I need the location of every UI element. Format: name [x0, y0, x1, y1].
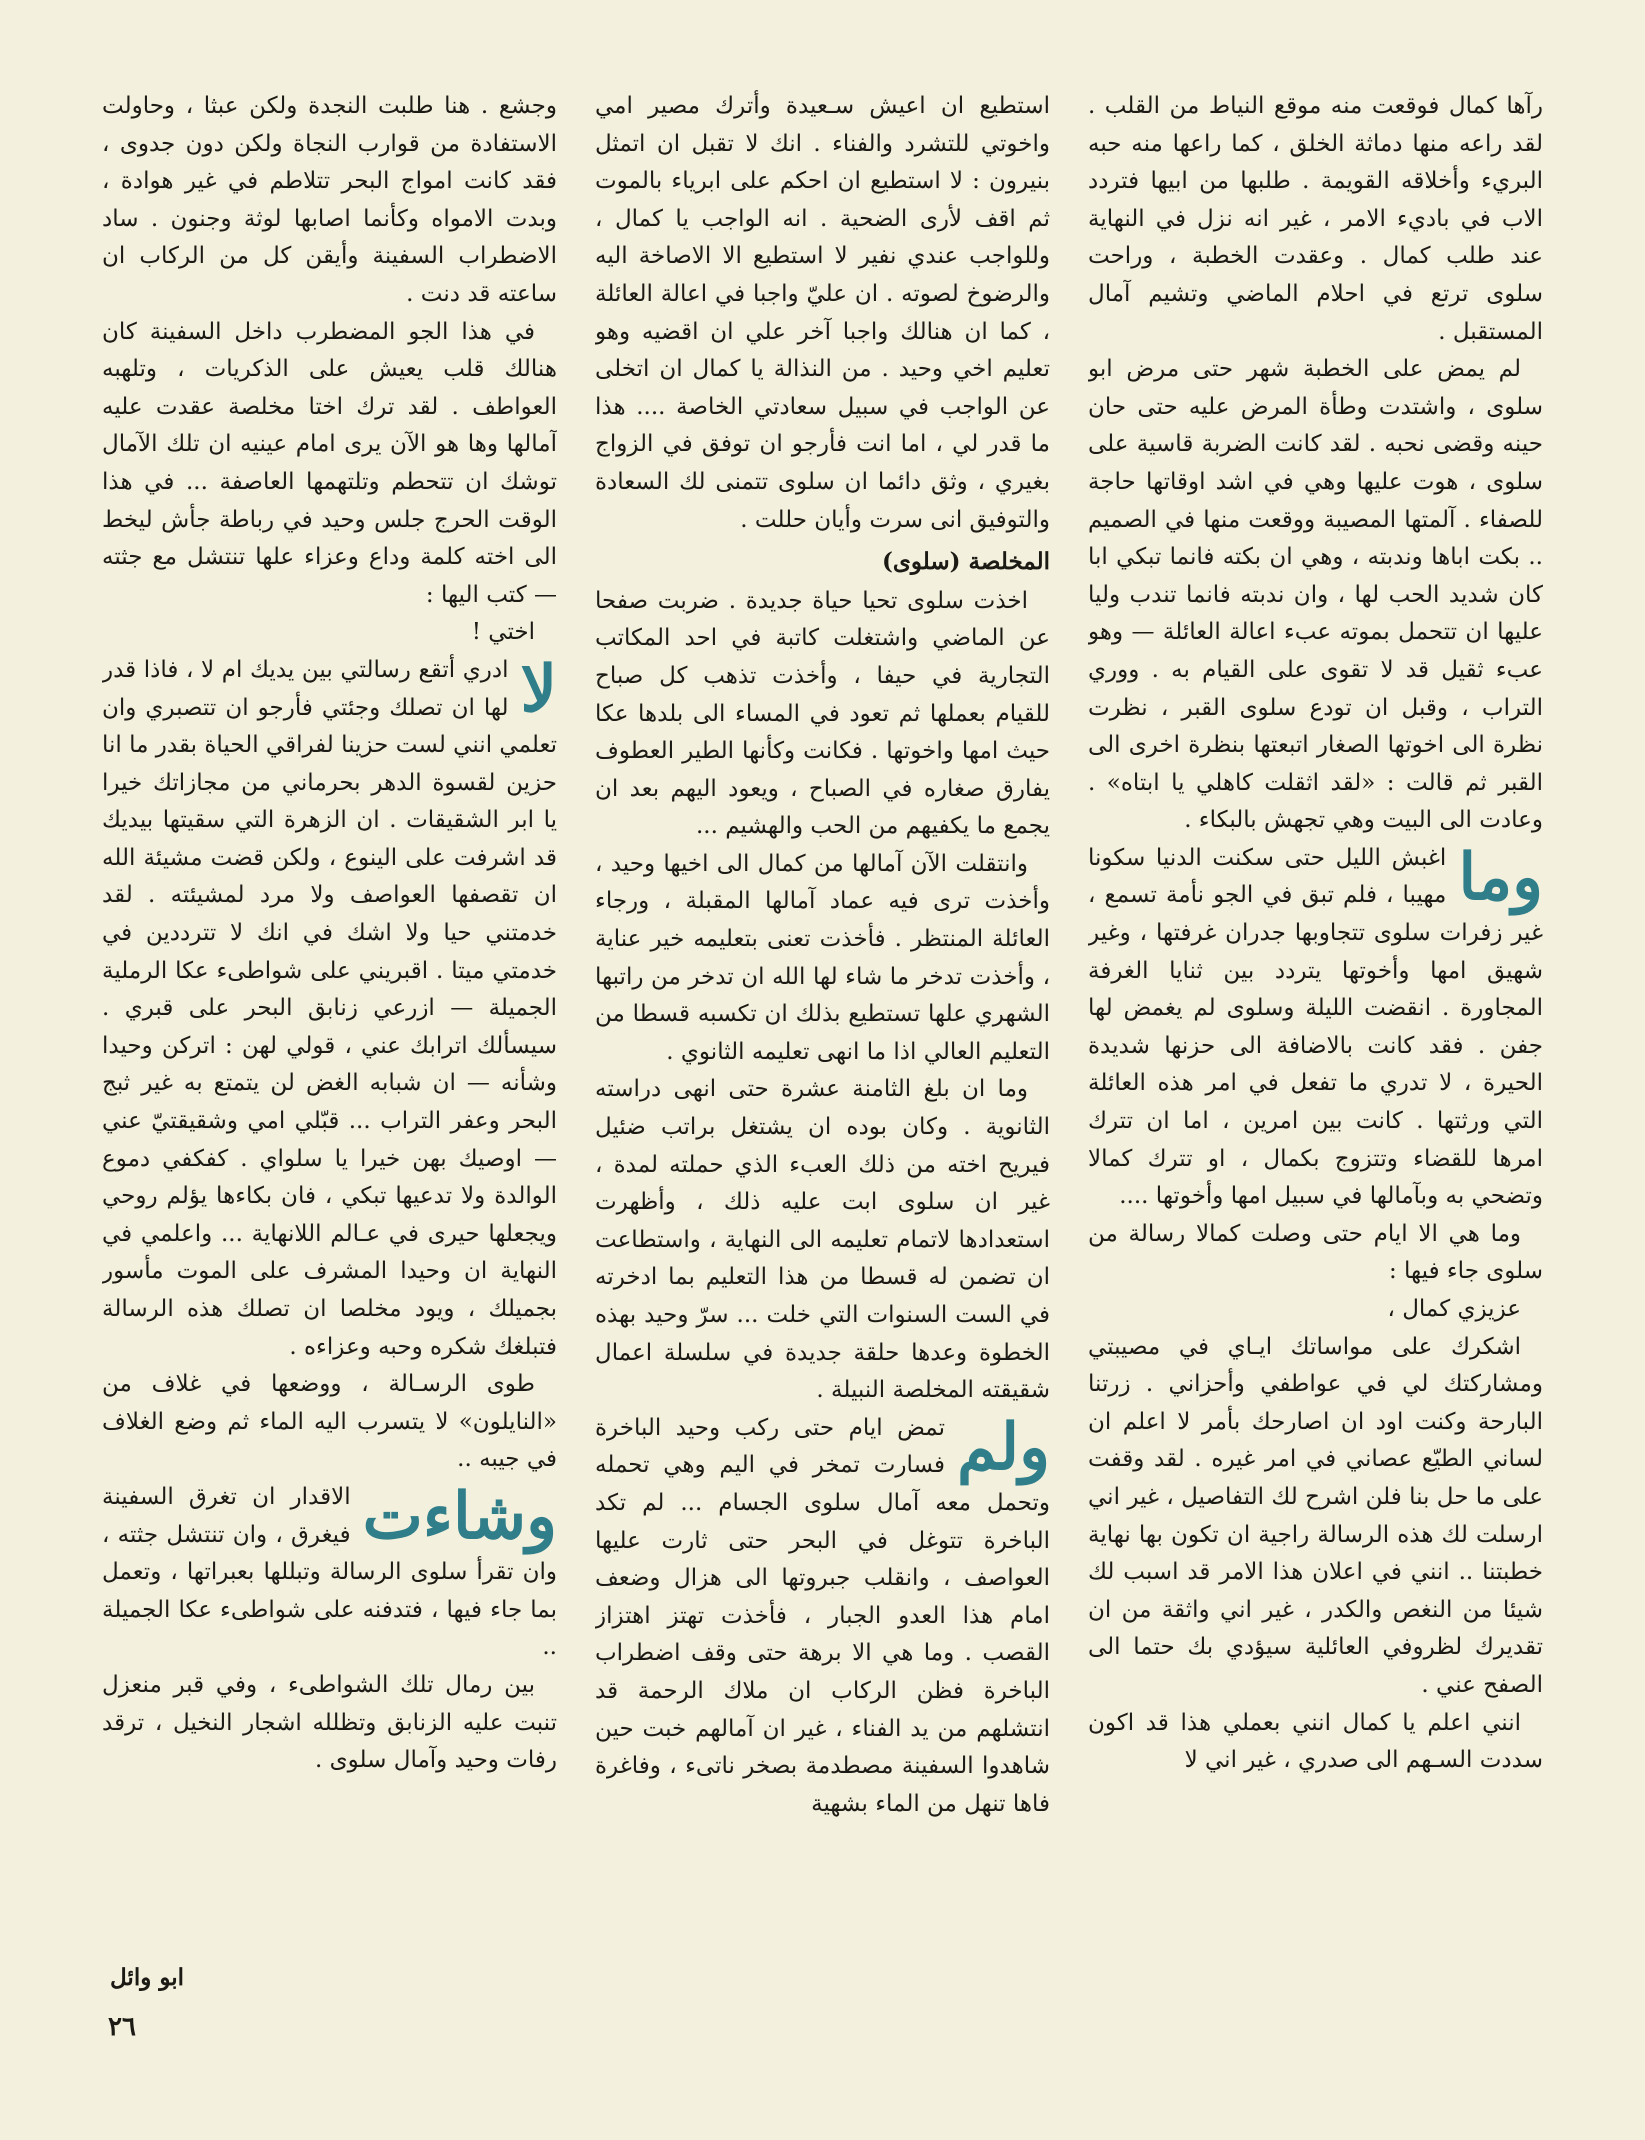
section-heading: المخلصة (سلوى)	[882, 548, 1050, 576]
paragraph: لم يمض على الخطبة شهر حتى مرض ابو سلوى ، واشتدت وطأة المرض عليه حتى حان حينه وقضى نحبه . لقد كانت الضربة قاسية على سلوى ، هوت عليها وهي في اشد اوقاتها حاجة للصفاء . آلمتها المصيبة ووقعت منها في الصميم .. بكت اباها وندبته ، وهي ان بكته فانما تبكي ابا كان شديد الحب لها ، وان ندبته فانما تندب وليا عليها ان تتحمل بموته عبء اعالة العائلة — وهو عبء ثقيل قد لا تقوى على القيام به . ووري التراب ، وقبل ان تودع سلوى القبر ، نظرت نظرة الى اخوتها الصغار اتبعتها بنظرة اخرى الى القبر ثم قالت : «لقد اثقلت كاهلي يا ابتاه» . وعادت الى البيت وهي تجهش بالبكاء .	[1088, 356, 1543, 834]
paragraph: وانتقلت الآن آمالها من كمال الى اخيها وحيد ، وأخذت ترى فيه عماد آمالها المقبلة ، ورجاء العائلة المنتظر . فأخذت تعنى بتعليمه خير عناية ، وأخذت تدخر ما شاء لها الله ان تدخر من راتبها الشهري علها تستطيع بذلك ان تكسبه قسطا من التعليم العالي اذا ما انهى تعليمه الثانوي .	[595, 850, 1050, 1065]
dropcap-paragraph	[595, 1410, 1050, 1824]
paragraph-text: اغبش الليل حتى سكنت الدنيا سكونا مهيبا ، فلم تبق في الجو نأمة تسمع ، غير زفرات سلوى تتجاوبها جدران غرفتها ، وغير شهيق امها وأخوتها يتردد بين ثنايا الغرفة المجاورة . انقضت الليلة وسلوى لم يغمض لها جفن . فقد كانت بالاضافة الى حزنها شديدة الحيرة ، لا تدري ما تفعل في امر هذه العائلة التي ورثتها . كانت بين امرين ، اما ان تترك امرها للقضاء وتتزوج بكمال ، او تترك كمالا وتضحي به وبآمالها في سبيل امها وأخوتها ....	[1088, 844, 1543, 1210]
paragraph: اختي !	[471, 619, 535, 646]
dropcap-initial: وشاءت	[362, 1478, 557, 1554]
paragraph-text: ادري أتقع رسالتي بين يديك ام لا ، فاذا قدر لها ان تصلك وجئتي فأرجو ان تتصبري وان تعلمي انني لست حزينا لفراقي الحياة بقدر ما انا حزين لقسوة الدهر بحرماني من مجازاتك خيرا يا ابر الشقيقات . ان الزهرة التي سقيتها بيديك قد اشرفت على الينوع ، ولكن قضت مشيئة الله ان تقصفها العواصف ولا مرد لمشيئته . لقد خدمتني حيا ولا اشك في انك لا تترددين في خدمتي ميتا . اقبريني على شواطىء عكا الرملية الجميلة — ازرعي زنابق البحر على قبري . سيسألك اترابك عني ، قولي لهن : اتركن وحيدا وشأنه — ان شبابه الغض لن يتمتع به غير ثبج البحر وعفر التراب ... قبّلي امي وشقيقتيّ عني — اوصيك بهن خيرا يا سلواي . كفكفي دموع الوالدة ولا تدعيها تبكي ، فان بكاءها يؤلم روحي ويجعلها حيرى في عـالم اللانهاية ... واعلمي في النهاية ان وحيدا المشرف على الموت مأسور بجميلك ، ويود مخلصا ان تصلك هذه الرسالة فتبلغك شكره وحبه وعزاءه .	[102, 656, 557, 1360]
paragraph: طوى الرسـالة ، ووضعها في غلاف من «النايلون» لا يتسرب اليه الماء ثم وضع الغلاف في جيبه ..	[102, 1371, 557, 1473]
paragraph: استطيع ان اعيش سـعيدة وأترك مصير امي واخوتي للتشرد والفناء . انك لا تقبل ان اتمثل بنيرون : لا استطيع ان احكم على ابرياء بالموت ثم اقف لأرى الضحية . انه الواجب يا كمال ، وللواجب عندي نفير لا استطيع الا الاصاخة اليه والرضوخ لصوته . ان عليّ واجبا في اعالة العائلة ، كما ان هنالك واجبا آخر علي ان اقضيه وهو تعليم اخي وحيد . من النذالة يا كمال ان اتخلى عن الواجب في سبيل سعادتي الخاصة .... هذا ما قدر لي ، اما انت فأرجو ان توفق في الزواج بغيري ، وثق دائما ان سلوى تتمنى لك السعادة والتوفيق انى سرت وأيان حللت .	[595, 93, 1050, 533]
paragraph: انني اعلم يا كمال انني بعملي هذا قد اكون سددت السـهم الى صدري ، غير اني لا	[1088, 1709, 1543, 1774]
page-number: ٢٦	[108, 2012, 136, 2042]
dropcap-initial: لا	[520, 651, 557, 727]
paragraph: وما ان بلغ الثامنة عشرة حتى انهى دراسته الثانوية . وكان بوده ان يشتغل براتب ضئيل فيريح اخته من ذلك العبء الذي حملته لمدة ، غير ان سلوى ابت عليه ذلك ، وأظهرت استعدادها لاتمام تعليمه الى النهاية ، واستطاعت ان تضمن له قسطا من هذا التعليم بما ادخرته في الست السنوات التي خلت ... سرّ وحيد بهذه الخطوة وعدها حلقة جديدة في سلسلة اعمال شقيقته المخلصة النبيلة .	[595, 1076, 1050, 1404]
dropcap-initial: ولم	[957, 1409, 1050, 1485]
dropcap-paragraph	[102, 652, 557, 1366]
paragraph: في هذا الجو المضطرب داخل السفينة كان هنالك قلب يعيش على الذكريات ، وتلهبه العواطف . لقد ترك اختا مخلصة عقدت عليه آمالها وها هو الآن يرى امام عينيه ان تلك الآمال توشك ان تتحطم وتلتهمها العاصفة ... في هذا الوقت الحرج جلس وحيد في رباطة جأش ليخط الى اخته كلمة وداع وعزاء علها تنتشل مع جثته — كتب اليها :	[102, 318, 557, 608]
column-left	[102, 88, 557, 2018]
paragraph: وجشع . هنا طلبت النجدة ولكن عبثا ، وحاولت الاستفادة من قوارب النجاة ولكن دون جدوى ، فقد كانت امواج البحر تتلاطم في غير هوادة ، وبدت الامواه وكأنما اصابها لوثة وجنون . ساد الاضطراب السفينة وأيقن كل من الركاب ان ساعته قد دنت .	[102, 93, 557, 307]
paragraph-text: تمض ايام حتى ركب وحيد الباخرة فسارت تمخر في اليم وهي تحمله وتحمل معه آمال سلوى الجسام ... لم تكد الباخرة تتوغل في البحر حتى ثارت عليها العواصف ، وانقلب جبروتها الى هزال وضعف امام هذا العدو الجبار ، فأخذت تهتز اهتزاز القصب . وما هي الا برهة حتى وقف اضطراب الباخرة فظن الركاب ان ملاك الرحمة قد انتشلهم من يد الفناء ، غير ان آمالهم خبت حين شاهدوا السفينة مصطدمة بصخر ناتىء ، وفاغرة فاها تنهل من الماء بشهية	[595, 1414, 1050, 1817]
author-signature: ابو وائل	[110, 1964, 184, 1991]
dropcap-initial: وما	[1458, 839, 1543, 915]
dropcap-paragraph	[102, 1479, 557, 1667]
paragraph: بين رمال تلك الشواطىء ، وفي قبر منعزل تنبت عليه الزنابق وتظلله اشجار النخيل ، ترقد رفات وحيد وآمال سلوى .	[102, 1671, 557, 1774]
column-right	[1088, 88, 1543, 2018]
article-columns	[102, 88, 1543, 2018]
paragraph: عزيزي كمال ،	[1387, 1296, 1521, 1322]
column-middle	[595, 88, 1050, 2018]
dropcap-paragraph	[1088, 840, 1543, 1216]
paragraph: وما هي الا ايام حتى وصلت كمالا رسالة من سلوى جاء فيها :	[1088, 1220, 1543, 1285]
paragraph: اشكرك على مواساتك ايـاي في مصيبتي ومشاركتك لي في عواطفي وأحزاني . زرتنا البارحة وكنت اود ان اصارحك بأمر لا اعلم ان لساني الطيّع عصاني في امر غيره . لقد وقفت على ما حل بنا فلن اشرح لك التفاصيل ، غير اني ارسلت لك هذه الرسالة راجية ان تكون بها نهاية خطبتنا .. انني في اعلان هذا الامر قد اسبب لك شيئا من النغص والكدر ، غير اني واثقة من ان تقديرك لظروفي العائلية سيؤدي بك حتما الى الصفح عني .	[1088, 1333, 1543, 1698]
paragraph: رآها كمال فوقعت منه موقع النياط من القلب . لقد راعه منها دماثة الخلق ، كما راعها منه حبه البريء وأخلاقه القويمة . طلبها من ابيها فتردد الاب في باديء الامر ، غير انه نزل في النهاية عند طلب كمال . وعقدت الخطبة ، وراحت سلوى ترتع في احلام الماضي وتشيم آمال المستقبل .	[1088, 93, 1543, 345]
paragraph: اخذت سلوى تحيا حياة جديدة . ضربت صفحا عن الماضي واشتغلت كاتبة في احد المكاتب التجارية في حيفا ، وأخذت تذهب كل صباح للقيام بعملها ثم تعود في المساء الى بلدها عكا حيث امها واخوتها . فكانت وكأنها الطير العطوف يفارق صغاره في الصباح ، ويعود اليهم بعد ان يجمع ما يكفيهم من الحب والهشيم ...	[595, 587, 1050, 840]
paragraph-text: الاقدار ان تغرق السفينة فيغرق ، وان تنتشل جثته ، وان تقرأ سلوى الرسالة وتبللها بعبراتها ، وتعمل بما جاء فيها ، فتدفنه على شواطىء عكا الجميلة ..	[102, 1483, 557, 1661]
